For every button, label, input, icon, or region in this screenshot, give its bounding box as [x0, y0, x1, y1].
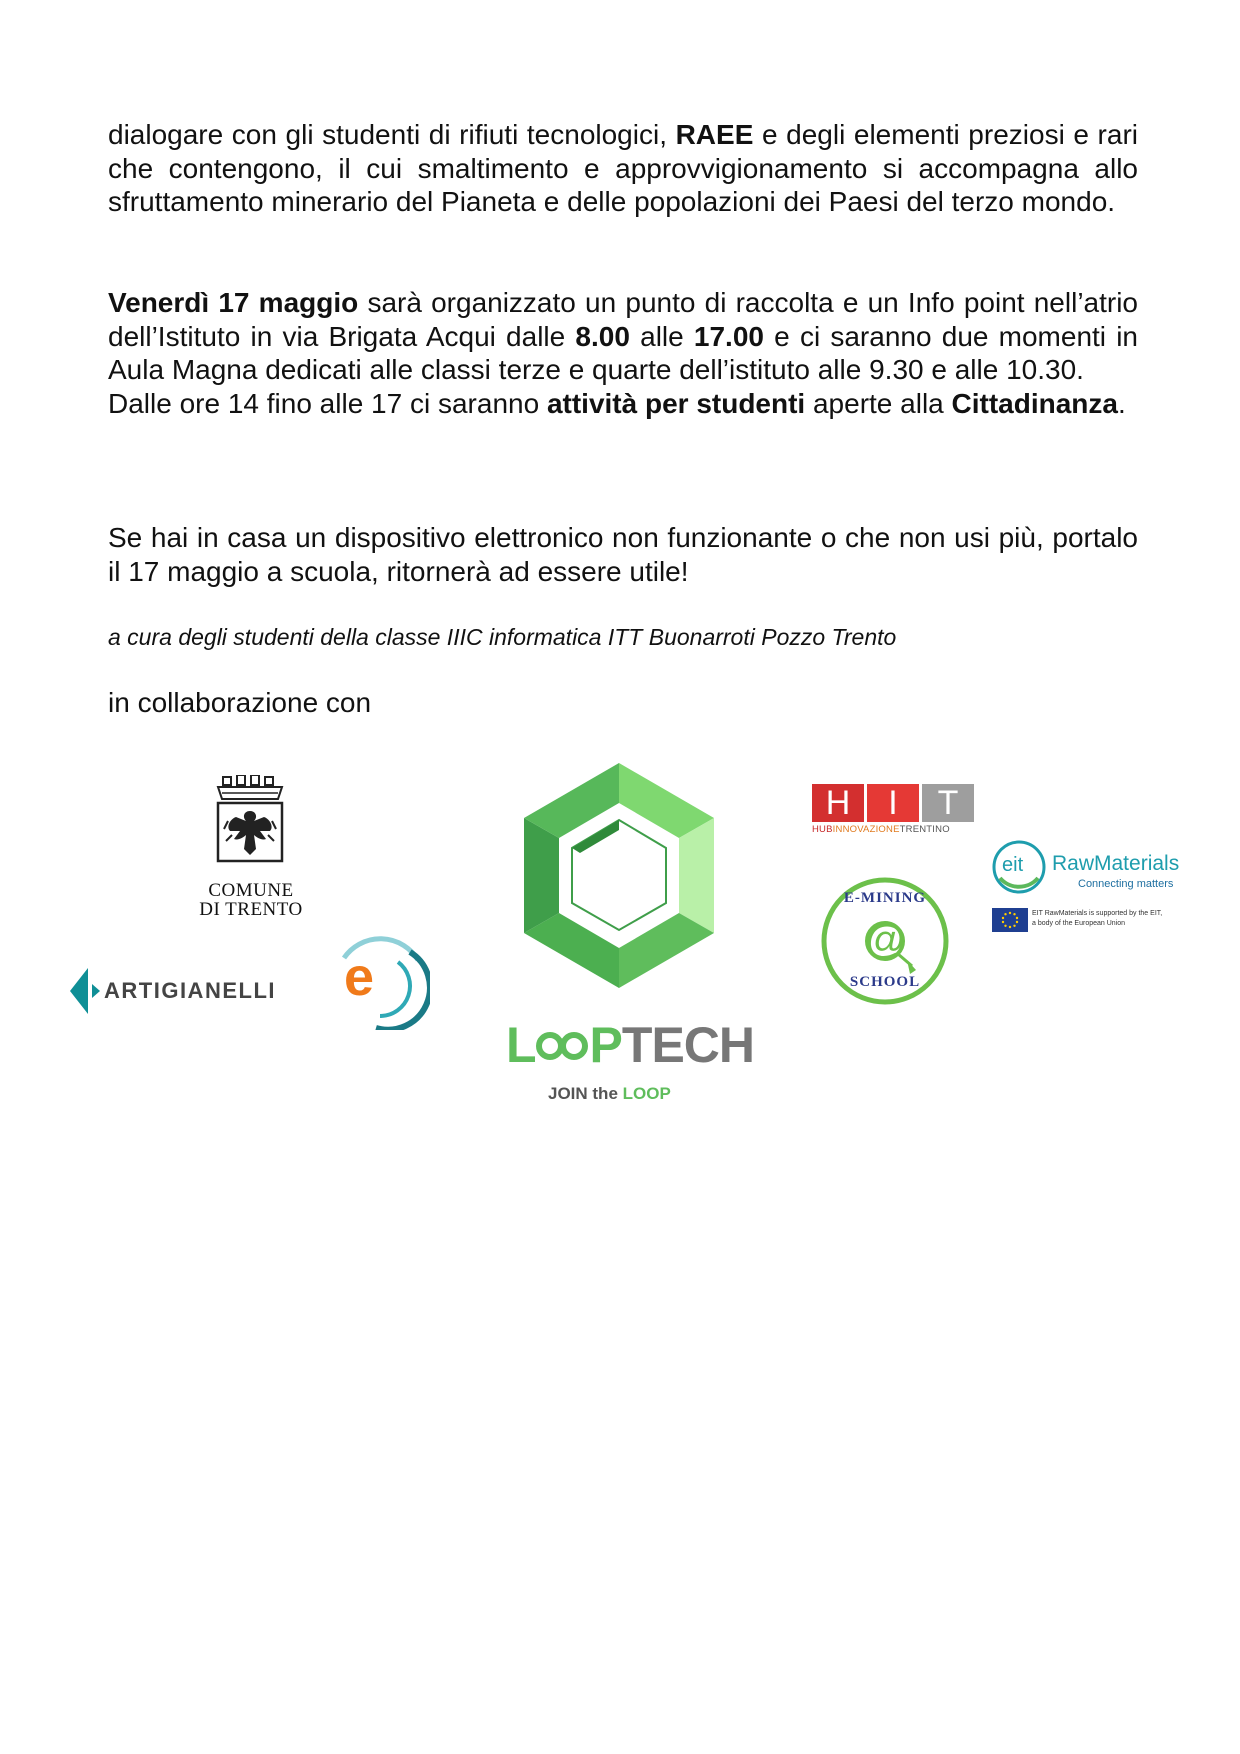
hit-cap-hub: HUB — [812, 824, 833, 835]
eit-rawmaterials-logo — [990, 838, 1180, 898]
intro-paragraph — [108, 118, 1138, 219]
e-mining-at: @ — [865, 918, 906, 962]
looptech-letter-p: P — [589, 1017, 622, 1073]
text-run: Dalle ore 14 fino alle 17 ci saranno — [108, 387, 547, 419]
trento-coat-of-arms-icon — [196, 775, 306, 877]
hit-letter-h-box — [812, 784, 864, 822]
bold-raee: RAEE — [675, 119, 754, 150]
text-run: e ci saranno due momenti in Aula Magna dedicati alle classi terze e quarte dell’istituto alle 9.30 e alle 10.30. — [108, 320, 1139, 385]
eu-note-line2: a body of the European Union — [1032, 920, 1126, 927]
tagline-loop: LOOP — [622, 1084, 671, 1103]
looptech-tagline — [548, 1084, 671, 1104]
eu-flag-icon — [992, 908, 1028, 932]
text-run: e degli elementi preziosi e rari che contengono, il cui smaltimento e approvvigionamento si accompagna allo sfruttamento minerario del Pianeta e delle popolazioni dei Paesi del terzo mondo. — [108, 119, 1138, 217]
eu-note-line1: EIT RawMaterials is supported by the EIT, — [1032, 910, 1163, 917]
comune-di-trento-logo — [196, 775, 306, 919]
e-mining-bottom-text: SCHOOL — [849, 974, 921, 990]
text-run: . — [1118, 387, 1126, 419]
hit-hub-innovazione-trentino-logo — [812, 784, 982, 840]
hit-cap-trentino: TRENTINO — [899, 824, 950, 835]
call-to-action-paragraph: Se hai in casa un dispositivo elettronico non funzionante o che non usi più, portalo il 17 maggio a scuola, ritornerà ad essere utile! — [108, 522, 1138, 587]
hit-letter-t-box — [922, 784, 974, 822]
bold-activities: attività per studenti — [546, 387, 806, 419]
bold-date: Venerdì 17 maggio — [108, 287, 359, 318]
e-mining-school-logo — [820, 876, 950, 1006]
e-mining-top-text: E-MINING — [843, 890, 927, 906]
hit-letter-i-box — [867, 784, 919, 822]
tagline-text: JOIN the — [548, 1084, 623, 1103]
loop-oo-icon — [536, 1027, 590, 1065]
looptech-letter-l: L — [506, 1017, 536, 1073]
eu-support-note — [992, 908, 1182, 934]
artigianelli-logo — [68, 966, 298, 1016]
text-run: alle — [629, 320, 694, 352]
text-run: dialogare con gli studenti di rifiuti tecnologici, — [108, 119, 676, 150]
event-paragraph — [108, 286, 1138, 420]
e-letter: e — [344, 947, 375, 1007]
looptech-hexagon-icon — [504, 758, 734, 1008]
e-education-logo — [340, 930, 430, 1030]
credit-line: a cura degli studenti della classe IIIC informatica ITT Buonarroti Pozzo Trento — [108, 624, 897, 650]
hit-cap-innovazione: INNOVAZIONE — [832, 824, 900, 835]
text-run: sarà organizzato un punto di raccolta e un Info point nell’atrio dell’Istituto in via Brigata Acqui dalle — [108, 287, 1139, 352]
hit-caption — [812, 824, 950, 835]
eit-tagline: Connecting matters — [1078, 878, 1174, 890]
bold-start-time: 8.00 — [575, 320, 630, 352]
eit-mark: eit — [1002, 854, 1024, 876]
looptech-tech: TECH — [621, 1017, 755, 1073]
looptech-wordmark — [506, 1017, 755, 1073]
bold-citizenship: Cittadinanza — [951, 387, 1118, 419]
hit-letter-t: T — [937, 784, 959, 822]
collaboration-label: in collaborazione con — [108, 687, 372, 718]
artigianelli-wordmark: ARTIGIANELLI — [104, 978, 276, 1003]
eit-name: RawMaterials — [1052, 852, 1180, 875]
text-run: aperte alla — [805, 387, 952, 419]
trento-line1: COMUNE — [208, 880, 294, 901]
looptech-logo — [500, 758, 755, 1118]
hit-letter-i: I — [888, 784, 898, 822]
artigianelli-mark-icon — [68, 966, 108, 1016]
hit-letter-h: H — [825, 784, 851, 822]
trento-line2: DI TRENTO — [199, 899, 303, 920]
bold-end-time: 17.00 — [693, 320, 764, 352]
